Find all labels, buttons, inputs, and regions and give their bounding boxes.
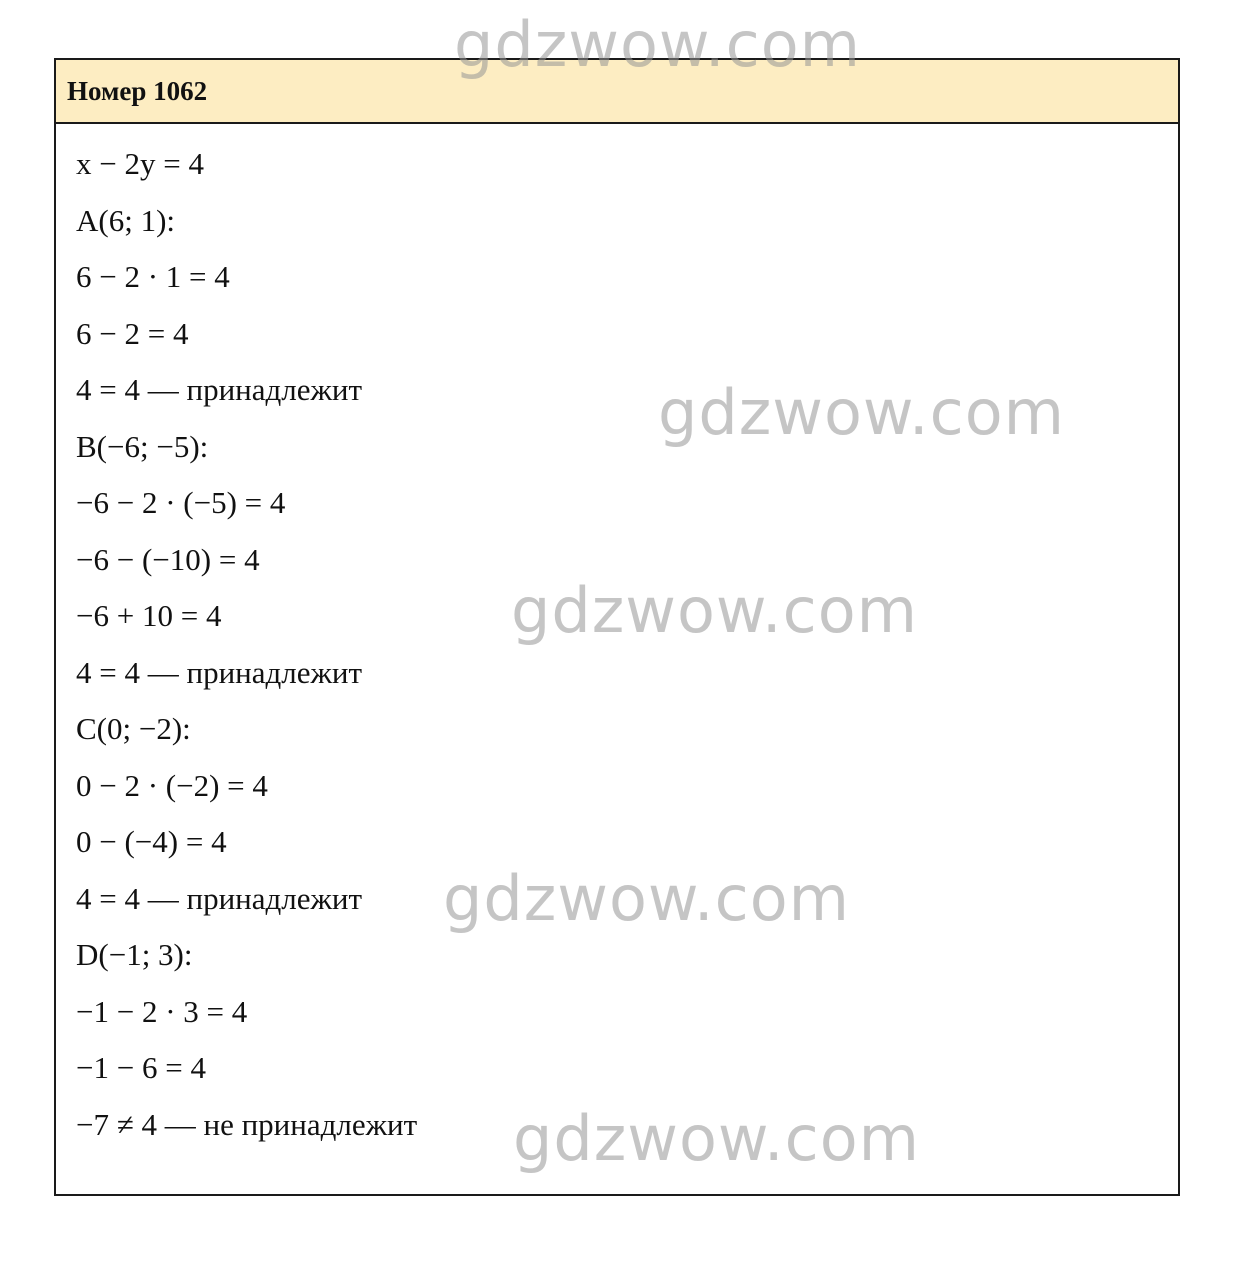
point-b-result: 4 = 4 — принадлежит — [76, 654, 363, 690]
watermark: gdzwow.com — [454, 8, 862, 81]
point-d-step-1: −1 − 2 · 3 = 4 — [76, 993, 248, 1029]
point-b-step-1: −6 − 2 · (−5) = 4 — [76, 485, 286, 520]
point-a-step-1: 6 − 2 · 1 = 4 — [76, 259, 230, 294]
solution-lines — [76, 136, 417, 1153]
watermark: gdzwow.com — [658, 376, 1066, 449]
point-c-result: 4 = 4 — принадлежит — [76, 880, 363, 916]
point-d-result: −7 ≠ 4 — не принадлежит — [76, 1106, 418, 1142]
point-b-label: B(−6; −5): — [76, 428, 209, 464]
point-b-step-3: −6 + 10 = 4 — [76, 598, 222, 633]
point-c-label: C(0; −2): — [76, 711, 191, 746]
card-header — [56, 60, 1178, 124]
point-a-label: A(6; 1): — [76, 202, 176, 238]
point-c-step-1: 0 − 2 · (−2) = 4 — [76, 767, 268, 803]
watermark: gdzwow.com — [511, 574, 919, 647]
point-d-label: D(−1; 3): — [76, 937, 193, 972]
watermark: gdzwow.com — [513, 1102, 921, 1175]
point-c-step-2: 0 − (−4) = 4 — [76, 824, 227, 859]
watermark: gdzwow.com — [443, 862, 851, 935]
problem-title: Номер 1062 — [67, 75, 208, 106]
point-b-step-2: −6 − (−10) = 4 — [76, 541, 260, 577]
point-d-step-2: −1 − 6 = 4 — [76, 1050, 206, 1085]
point-a-step-2: 6 − 2 = 4 — [76, 315, 189, 351]
solution-card — [54, 58, 1180, 1196]
point-a-result: 4 = 4 — принадлежит — [76, 372, 363, 407]
equation-line: x − 2y = 4 — [76, 146, 204, 181]
